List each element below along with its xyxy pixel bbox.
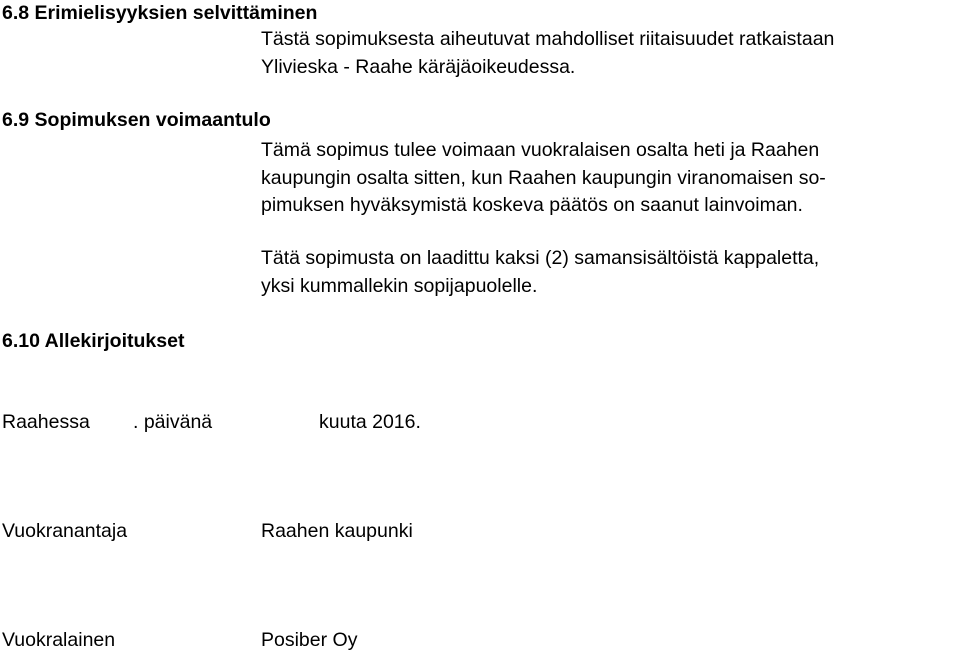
section-6-8-heading: 6.8 Erimielisyyksien selvittäminen [2,2,318,24]
signing-month-year: kuuta 2016. [319,411,421,433]
section-6-8-line-1: Tästä sopimuksesta aiheutuvat mahdolliset riitaisuudet ratkaistaan [261,28,835,50]
tenant-name: Posiber Oy [261,629,358,651]
section-6-9-p1-line-1: Tämä sopimus tulee voimaan vuokralaisen osalta heti ja Raahen [261,139,820,161]
section-6-9-p2-line-2: yksi kummallekin sopijapuolelle. [261,275,538,297]
landlord-name: Raahen kaupunki [261,520,413,542]
landlord-role: Vuokranantaja [2,520,128,542]
signing-day-label: . päivänä [133,411,213,433]
section-6-9-p2-line-1: Tätä sopimusta on laadittu kaksi (2) samansisältöistä kappaletta, [261,247,820,269]
section-6-9-p1-line-3: pimuksen hyväksymistä koskeva päätös on saanut lainvoiman. [261,194,803,216]
section-6-8-line-2: Ylivieska - Raahe käräjäoikeudessa. [261,56,576,78]
tenant-role: Vuokralainen [2,629,116,651]
signing-place: Raahessa [2,411,90,433]
section-6-9-heading: 6.9 Sopimuksen voimaantulo [2,109,271,131]
section-6-9-p1-line-2: kaupungin osalta sitten, kun Raahen kaupungin viranomaisen so- [261,167,826,189]
section-6-10-heading: 6.10 Allekirjoitukset [2,330,185,352]
